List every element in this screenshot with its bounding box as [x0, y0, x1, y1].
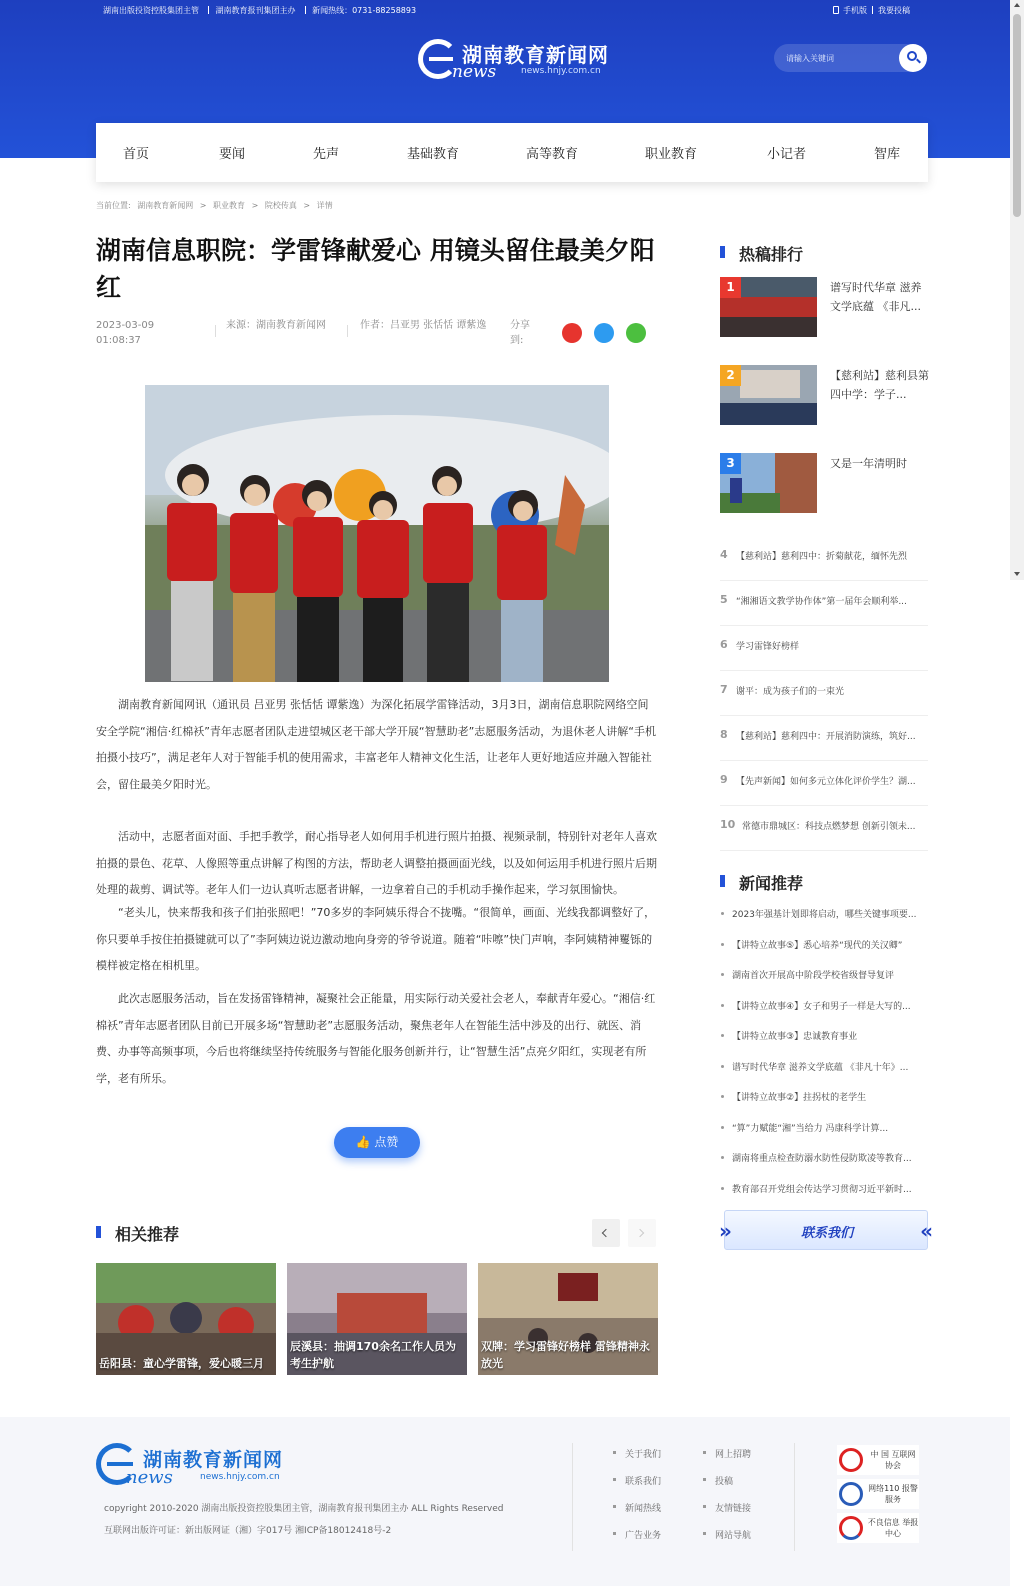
breadcrumb-college[interactable]: 院校传真	[264, 201, 297, 210]
footer-link[interactable]: 联系我们	[613, 1474, 661, 1487]
police-110-badge[interactable]	[837, 1479, 919, 1509]
submit-link[interactable]: 我要投稿	[878, 6, 910, 15]
double-chevron-right-icon: »	[719, 1219, 732, 1243]
hot-item-title[interactable]: 谱写时代华章 滋养文学底蕴 《非凡...	[830, 281, 922, 313]
police-shield-icon	[839, 1482, 863, 1506]
search-input[interactable]	[786, 50, 896, 66]
breadcrumb-sep: >	[303, 201, 311, 210]
recommend-item[interactable]: 谱写时代华章 滋养文学底蕴 《非凡十年》...	[720, 1060, 928, 1073]
recommend-item[interactable]: 【讲特立故事②】拄拐杖的老学生	[720, 1090, 928, 1103]
rank-badge: 1	[720, 277, 741, 298]
rank-number: 4	[720, 548, 728, 561]
article-photo	[145, 385, 609, 682]
hot-list-item[interactable]	[720, 626, 928, 671]
site-logo[interactable]	[418, 37, 618, 81]
like-button[interactable]	[334, 1127, 420, 1158]
footer-link[interactable]: 投稿	[703, 1474, 733, 1487]
contact-us-button[interactable]	[719, 1210, 933, 1250]
rank-number: 7	[720, 683, 728, 696]
footer-link[interactable]: 友情链接	[703, 1501, 751, 1514]
recommend-title: 新闻推荐	[739, 874, 804, 893]
related-card-title: 岳阳县：童心学雷锋，爱心暖三月	[99, 1357, 264, 1370]
scrollbar-thumb[interactable]	[1013, 14, 1021, 217]
meta-divider	[215, 325, 216, 337]
hot-list-title: 【慈利站】慈利四中：折菊献花，缅怀先烈	[736, 552, 908, 562]
related-title: 相关推荐	[115, 1225, 180, 1244]
logo-name: 湖南教育新闻网	[462, 43, 609, 67]
hot-list-title: 【慈利站】慈利四中：开展消防演练，筑好...	[736, 732, 916, 742]
nav-item-higher-education[interactable]: 高等教育	[526, 147, 579, 162]
hot-thumb[interactable]	[720, 365, 817, 425]
internet-society-icon	[839, 1448, 863, 1472]
logo-news: news	[452, 62, 497, 82]
hot-list-item[interactable]	[720, 716, 928, 761]
rank-number: 5	[720, 593, 728, 606]
nav-item-home[interactable]: 首页	[123, 147, 150, 162]
contact-us-label: 联系我们	[800, 1226, 853, 1241]
logo-domain: news.hnjy.com.cn	[521, 66, 601, 76]
search-button[interactable]	[899, 44, 927, 72]
related-card[interactable]	[478, 1263, 658, 1375]
hot-list-title: “湘湘语文教学协作体”第一届年会顺利举...	[736, 597, 907, 607]
article-paragraph: 此次志愿服务活动，旨在发扬雷锋精神，凝聚社会正能量，用实际行动关爱社会老人，奉献青年爱心。“湘信·红棉袄”青年志愿者团队目前已开展多场“智慧助老”志愿服务活动，聚焦老年人在智能生活中涉及的出行、就医、消费、办事等高频事项，今后也将继续坚持传统服务与智能化服务创新并行，让“智慧生活”点亮夕阳红，实现老有所学，老有所乐。	[96, 992, 656, 1085]
breadcrumb-sep: >	[251, 201, 259, 210]
footer-link[interactable]: 新闻热线	[613, 1501, 661, 1514]
breadcrumb-home[interactable]: 湖南教育新闻网	[137, 201, 194, 210]
top-bar-item: 湖南教育报刊集团主办	[215, 6, 296, 15]
scroll-up-icon[interactable]	[1014, 3, 1020, 7]
search-box	[774, 44, 927, 72]
top-bar-item: 湖南出版投资控股集团主管	[103, 6, 199, 15]
source-value: 湖南教育新闻网	[256, 320, 326, 331]
rank-badge: 3	[720, 453, 741, 474]
article-source	[226, 318, 336, 333]
footer-logo-news: news	[126, 1467, 173, 1488]
top-bar-info	[103, 5, 420, 16]
footer-copyright: copyright 2010-2020 湖南出版投资控股集团主管，湖南教育报刊集团主办 ALL Rights Reserved	[104, 1504, 504, 1514]
breadcrumb-sep: >	[199, 201, 207, 210]
breadcrumb-label: 当前位置:	[96, 201, 131, 210]
report-center-icon	[839, 1516, 863, 1540]
section-marker	[720, 875, 725, 887]
rank-number: 6	[720, 638, 728, 651]
author-label: 作者：	[360, 320, 390, 331]
breadcrumb	[96, 200, 337, 211]
article-title: 湖南信息职院：学雷锋献爱心 用镜头留住最美夕阳红	[96, 236, 655, 302]
related-card[interactable]	[96, 1263, 276, 1375]
footer-link[interactable]: 关于我们	[613, 1447, 661, 1460]
badge-text: 不良信息 举报中心	[867, 1518, 919, 1538]
scrollbar[interactable]	[1010, 0, 1024, 580]
like-label: 点赞	[374, 1135, 399, 1149]
article-paragraph: 活动中，志愿者面对面、手把手教学，耐心指导老人如何用手机进行照片拍摄、视频录制，特别针对老年人喜欢拍摄的景色、花草、人像照等重点讲解了构图的方法，帮助老人调整拍摄画面光线，以及如何运用手机进行照片后期处理的裁剪、调试等。老年人们一边认真听志愿者讲解，一边拿着自己的手机动手操作起来，学习氛围愉快。	[96, 830, 657, 896]
hot-list-item[interactable]	[720, 581, 928, 626]
nav-item-vocational-education[interactable]: 职业教育	[645, 147, 698, 162]
article-author	[360, 318, 490, 333]
recommend-item[interactable]: 2023年强基计划即将启动，哪些关键事项要...	[720, 907, 928, 920]
article-paragraph: 湖南教育新闻网讯（通讯员 吕亚男 张恬恬 谭紫逸）为深化拓展学雷锋活动，3月3日，湖南信息职院网络空间安全学院“湘信·红棉袄”青年志愿者团队走进望城区老干部大学开展“智慧助老”志愿服务活动，为退休老人讲解“手机拍摄小技巧”，满足老年人对于智能手机的使用需求，丰富老年人精神文化生活，让老年人更好地适应并融入智能社会，留住最美夕阳时光。	[96, 698, 656, 791]
footer-logo-domain: news.hnjy.com.cn	[200, 1472, 280, 1482]
hot-list-title: 谢平：成为孩子们的一束光	[736, 687, 845, 697]
author-value: 吕亚男 张恬恬 谭紫逸	[390, 320, 487, 331]
footer-license: 互联网出版许可证：新出版网证（湘）字017号 湘ICP备18012418号-2	[104, 1526, 392, 1536]
hot-list-item[interactable]	[720, 761, 928, 806]
footer-logo[interactable]	[96, 1443, 296, 1487]
related-card-title: 双牌：学习雷锋好榜样 雷锋精神永放光	[481, 1340, 650, 1370]
qq-share-icon[interactable]	[594, 323, 614, 343]
chevron-right-icon	[636, 1229, 644, 1237]
recommend-item[interactable]: 【讲特立故事⑤】悉心培养“现代的关汉卿”	[720, 938, 928, 951]
footer-divider	[794, 1443, 795, 1551]
hot-list-title: 【先声新闻】如何多元立体化评价学生？湖...	[736, 777, 916, 787]
hot-list-title: 学习雷锋好榜样	[736, 642, 800, 652]
nav-item-young-reporter[interactable]: 小记者	[767, 147, 807, 162]
badge-text: 中 国 互联网协会	[870, 1450, 916, 1470]
article-date: 2023-03-09	[96, 320, 155, 331]
badge-text: 网络110 报警服务	[868, 1484, 918, 1504]
volunteers-photo	[145, 385, 609, 682]
share-label: 分享到:	[510, 320, 530, 346]
breadcrumb-vocational[interactable]: 职业教育	[213, 201, 246, 210]
top-bar-item: 新闻热线：0731-88258893	[312, 6, 417, 15]
recommend-item[interactable]: 【讲特立故事④】女子和男子一样是大写的...	[720, 999, 928, 1012]
footer-link[interactable]: 广告业务	[613, 1528, 661, 1541]
section-marker	[720, 246, 725, 258]
related-prev-button[interactable]	[592, 1219, 620, 1247]
rank-number: 8	[720, 728, 728, 741]
internet-society-badge[interactable]	[837, 1445, 919, 1475]
breadcrumb-current: 详情	[316, 201, 333, 210]
hot-item-title[interactable]: 又是一年清明时	[830, 457, 907, 470]
top-bar-links	[833, 5, 910, 16]
hot-list-item[interactable]	[720, 536, 928, 581]
related-card[interactable]	[287, 1263, 467, 1375]
wechat-share-icon[interactable]	[626, 323, 646, 343]
footer-link[interactable]: 网站导航	[703, 1528, 751, 1541]
hot-list-item[interactable]	[720, 671, 928, 716]
nav-item-basic-education[interactable]: 基础教育	[407, 147, 460, 162]
weibo-share-icon[interactable]	[562, 323, 582, 343]
section-marker	[96, 1226, 101, 1238]
rank-number: 9	[720, 773, 728, 786]
recommend-item[interactable]: 湖南将重点检查防溺水防性侵防欺凌等教育...	[720, 1151, 928, 1164]
footer-divider	[572, 1443, 573, 1551]
rank-badge: 2	[720, 365, 741, 386]
mobile-icon	[833, 6, 839, 14]
top-bar	[0, 0, 1010, 20]
recommend-item[interactable]: “算”力赋能“湘”当给力 冯康科学计算...	[720, 1121, 928, 1134]
main-nav	[96, 123, 928, 182]
article-time: 01:08:37	[96, 335, 141, 346]
hot-list-title: 常德市鼎城区：科技点燃梦想 创新引领未...	[742, 822, 916, 832]
recommend-item[interactable]: 教育部召开党组会传达学习贯彻习近平新时...	[720, 1182, 928, 1195]
footer-logo-name: 湖南教育新闻网	[143, 1449, 284, 1471]
chevron-left-icon	[602, 1229, 610, 1237]
meta-divider	[347, 325, 348, 337]
footer-link[interactable]: 网上招聘	[703, 1447, 751, 1460]
hot-thumb[interactable]	[720, 453, 817, 513]
scroll-down-icon[interactable]	[1014, 572, 1020, 576]
recommend-item[interactable]: 湖南首次开展高中阶段学校省级督导复评	[720, 968, 928, 981]
recommend-item[interactable]: 【讲特立故事③】忠诚教育事业	[720, 1029, 928, 1042]
mobile-link[interactable]: 手机版	[843, 6, 867, 15]
related-card-title: 辰溪县：抽调170余名工作人员为考生护航	[290, 1340, 456, 1370]
double-chevron-left-icon: «	[920, 1219, 933, 1243]
nav-item-think-tank[interactable]: 智库	[874, 147, 901, 162]
hot-thumb[interactable]	[720, 277, 817, 337]
source-label: 来源：	[226, 320, 256, 331]
nav-item-news[interactable]: 要闻	[219, 147, 246, 162]
hot-item-title[interactable]: 【慈利站】慈利县第四中学：学子...	[830, 369, 929, 401]
report-center-badge[interactable]	[837, 1513, 919, 1543]
nav-item-xiansheng[interactable]: 先声	[313, 147, 340, 162]
rank-number: 10	[720, 818, 736, 831]
article-datetime	[96, 318, 154, 348]
hot-title: 热稿排行	[739, 245, 804, 264]
thumbs-up-icon: 👍	[355, 1135, 371, 1149]
hot-list-item[interactable]	[720, 806, 928, 851]
related-next-button[interactable]	[628, 1219, 656, 1247]
article-paragraph: “老头儿，快来帮我和孩子们拍张照吧！”70多岁的李阿姨乐得合不拢嘴。“很简单，画面、光线我都调整好了，你只要单手按住拍摄键就可以了”李阿姨边说边激动地向身旁的爷爷说道。随着“咔嚓”快门声响，李阿姨精神矍铄的模样被定格在相机里。	[96, 906, 656, 972]
